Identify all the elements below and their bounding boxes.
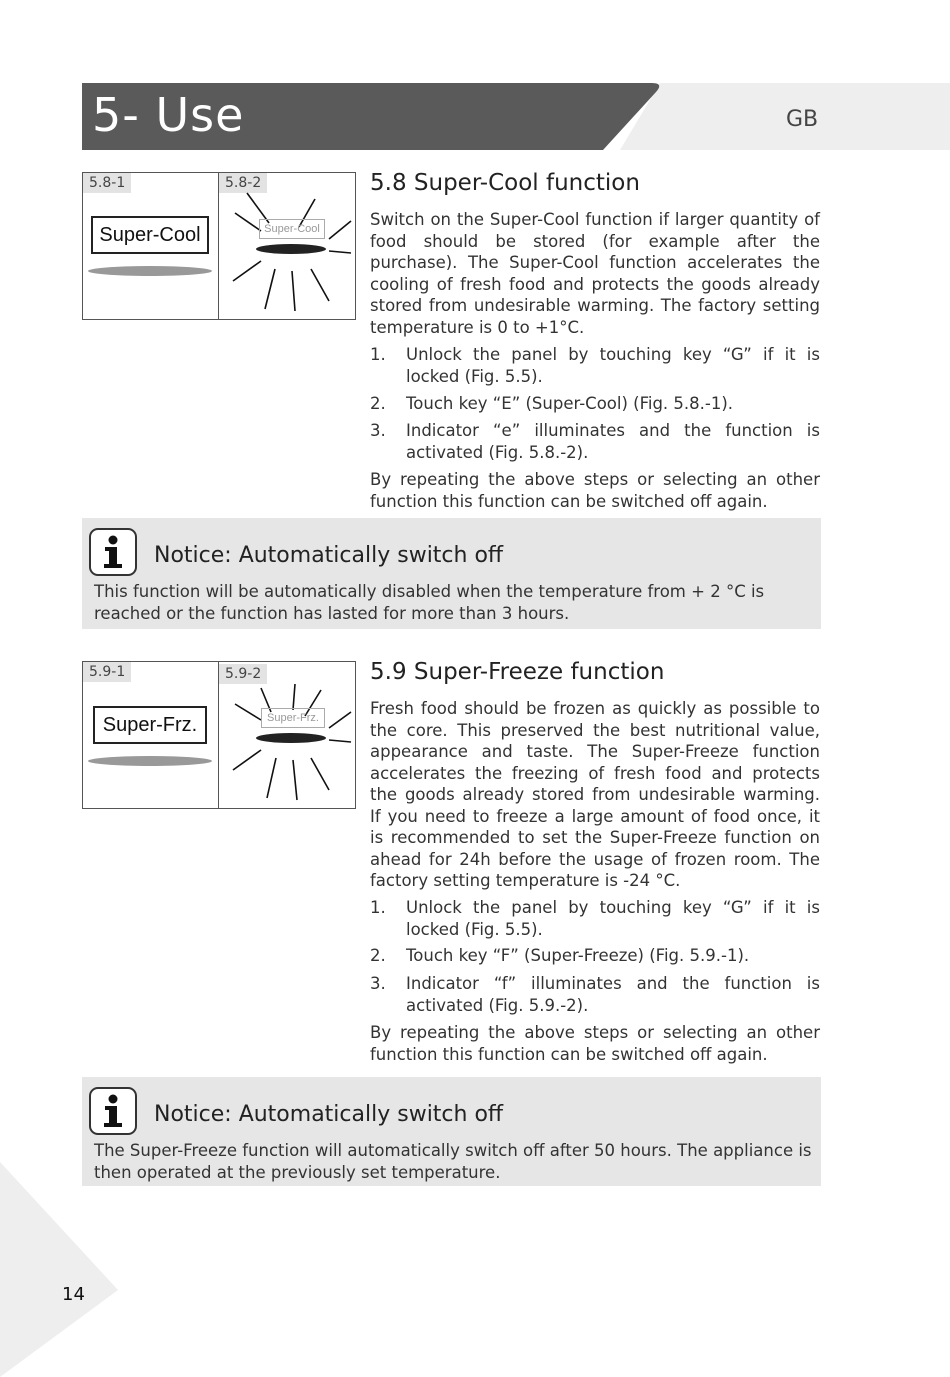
super-cool-key: Super-Cool bbox=[91, 216, 209, 254]
notice-title: Notice: Automatically switch off bbox=[154, 1102, 504, 1127]
footer-corner-shape bbox=[0, 1162, 118, 1377]
notice-box bbox=[82, 518, 821, 629]
step-number: 3. bbox=[370, 974, 386, 993]
figure-label: 5.8-2 bbox=[219, 173, 267, 193]
indicator-light bbox=[256, 733, 326, 743]
indicator-light bbox=[256, 244, 326, 254]
step-text: Indicator “e” illuminates and the function is activated (Fig. 5.8.-2). bbox=[406, 421, 820, 462]
step-text: Unlock the panel by touching key “G” if it is locked (Fig. 5.5). bbox=[406, 345, 820, 386]
shadow-bar bbox=[88, 266, 212, 276]
figure-label: 5.8-1 bbox=[83, 173, 131, 193]
section-5-8-outro: By repeating the above steps or selecting an other function this function can be switched off again. bbox=[370, 470, 820, 511]
notice-text: The Super-Freeze function will automatically switch off after 50 hours. The appliance is then operated at the previously set temperature. bbox=[94, 1141, 812, 1182]
key-illustration bbox=[83, 662, 355, 808]
step-item bbox=[370, 393, 820, 415]
key-illustration bbox=[83, 173, 355, 319]
info-icon bbox=[89, 528, 137, 576]
step-number: 1. bbox=[370, 345, 386, 364]
step-number: 1. bbox=[370, 898, 386, 917]
figure-5-9 bbox=[82, 661, 356, 809]
step-item bbox=[370, 344, 820, 388]
section-5-9-intro: Fresh food should be frozen as quickly as possible to the core. This preserved the best nutritional value, appearance and taste. The Super-Freeze function accelerates the freezing of fresh food and protects the goods already stored from undesirable warming. If you need to freeze a large amount of food once, it is recommended to set the Super-Freeze function on ahead for 24h before the usage of frozen room. The factory setting temperature is -24 °C. bbox=[370, 699, 820, 890]
figure-label: 5.9-1 bbox=[83, 662, 131, 682]
notice-box bbox=[82, 1077, 821, 1186]
step-text: Indicator “f” illuminates and the function is activated (Fig. 5.9.-2). bbox=[406, 974, 820, 1015]
super-freeze-key: Super-Frz. bbox=[93, 706, 207, 744]
info-icon bbox=[89, 1087, 137, 1135]
figure-label: 5.9-2 bbox=[219, 664, 267, 684]
step-text: Touch key “E” (Super-Cool) (Fig. 5.8.-1). bbox=[406, 394, 734, 413]
super-freeze-key-lit: Super-Frz. bbox=[261, 708, 325, 728]
shadow-bar bbox=[88, 756, 212, 766]
step-number: 2. bbox=[370, 394, 386, 413]
section-title-5-9: 5.9 Super-Freeze function bbox=[370, 659, 665, 685]
step-text: Touch key “F” (Super-Freeze) (Fig. 5.9.-1). bbox=[406, 946, 750, 965]
step-item bbox=[370, 973, 820, 1017]
section-5-9-outro: By repeating the above steps or selecting an other function this function can be switched off again. bbox=[370, 1023, 820, 1064]
step-number: 2. bbox=[370, 946, 386, 965]
step-item bbox=[370, 897, 820, 941]
chapter-title: 5- Use bbox=[92, 88, 245, 142]
figure-5-8 bbox=[82, 172, 356, 320]
notice-text: This function will be automatically disabled when the temperature from + 2 °C is reached or the function has lasted for more than 3 hours. bbox=[94, 582, 765, 623]
super-cool-key-lit: Super-Cool bbox=[259, 219, 325, 239]
step-text: Unlock the panel by touching key “G” if it is locked (Fig. 5.5). bbox=[406, 898, 820, 939]
step-item bbox=[370, 420, 820, 464]
language-code: GB bbox=[786, 107, 819, 132]
page-number: 14 bbox=[62, 1284, 85, 1305]
step-item bbox=[370, 945, 820, 967]
section-title-5-8: 5.8 Super-Cool function bbox=[370, 170, 640, 196]
header-light-band bbox=[620, 83, 950, 150]
step-number: 3. bbox=[370, 421, 386, 440]
notice-title: Notice: Automatically switch off bbox=[154, 543, 504, 568]
section-5-8-intro: Switch on the Super-Cool function if larger quantity of food should be stored (for example after the purchase). The Super-Cool function accelerates the cooling of fresh food and protects the goods already stored from undesirable warming. The factory setting temperature is 0 to +1°C. bbox=[370, 210, 820, 337]
